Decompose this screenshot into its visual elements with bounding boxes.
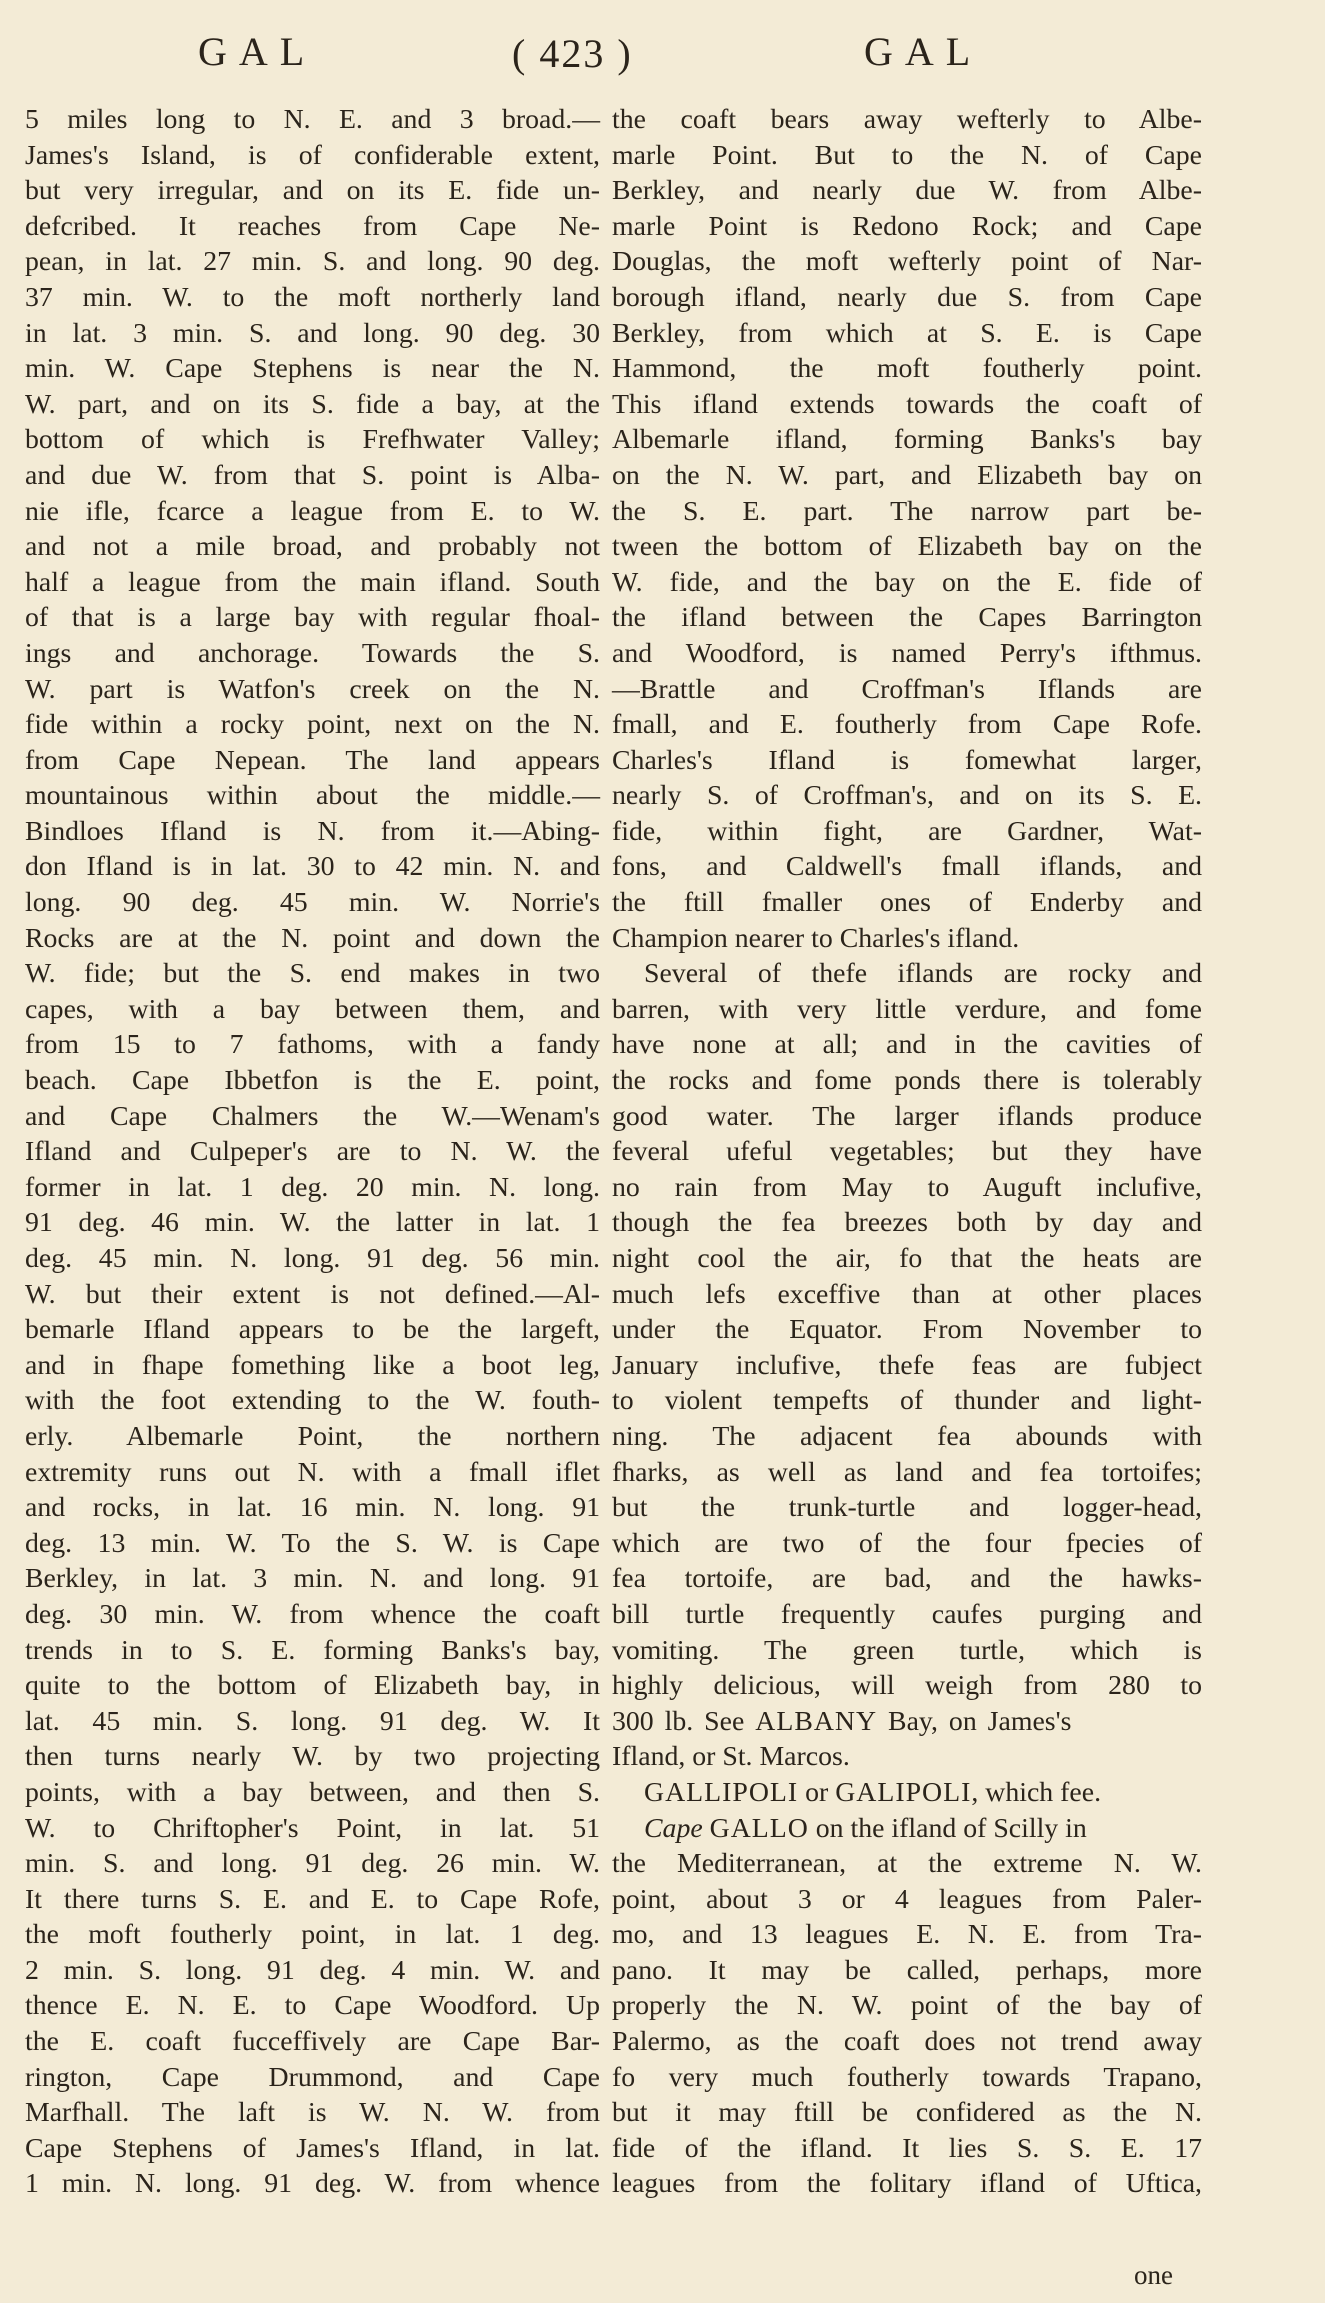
header-left-word: GAL: [198, 29, 317, 74]
text-line: barren, with very little verdure, and fome: [612, 993, 1202, 1025]
text-line: 2 min. S. long. 91 deg. 4 min. W. and: [25, 1954, 600, 1986]
text-line: points, with a bay between, and then S.: [25, 1776, 600, 1808]
text-line: deg. 30 min. W. from whence the coaft: [25, 1598, 600, 1630]
text-line: Bindloes Ifland is N. from it.—Abing-: [25, 815, 600, 847]
text-line: the ifland between the Capes Barrington: [612, 602, 1202, 634]
text-line: then turns nearly W. by two projecting: [25, 1741, 600, 1773]
text-line: min. W. Cape Stephens is near the N.: [25, 353, 600, 385]
text-line: W. to Chriftopher's Point, in lat. 51: [25, 1812, 600, 1844]
text-line: 1 min. N. long. 91 deg. W. from whence: [25, 2168, 600, 2200]
text-line: good water. The larger iflands produce: [612, 1100, 1202, 1132]
text-line: feveral ufeful vegetables; but they have: [612, 1136, 1202, 1168]
text-line: marle Point. But to the N. of Cape: [612, 139, 1202, 171]
text-line: Ifland and Culpeper's are to N. W. the: [25, 1136, 600, 1168]
text-line: from Cape Nepean. The land appears: [25, 744, 600, 776]
text-line: erly. Albemarle Point, the northern: [25, 1420, 600, 1452]
text-line: W. part is Watfon's creek on the N.: [25, 673, 600, 705]
text-line: fons, and Caldwell's fmall iflands, and: [612, 851, 1202, 883]
text-line: and not a mile broad, and probably not: [25, 531, 600, 563]
text-line: fmall, and E. foutherly from Cape Rofe.: [612, 709, 1202, 741]
text-line: W. fide, and the bay on the E. fide of: [612, 566, 1202, 598]
text-line: and due W. from that S. point is Alba-: [25, 459, 600, 491]
text-line: Cape Stephens of James's Ifland, in lat.: [25, 2132, 600, 2164]
text-line: and Cape Chalmers the W.—Wenam's: [25, 1100, 600, 1132]
text-line: beach. Cape Ibbetfon is the E. point,: [25, 1065, 600, 1097]
text-line: trends in to S. E. forming Banks's bay,: [25, 1634, 600, 1666]
text-line: from 15 to 7 fathoms, with a fandy: [25, 1029, 600, 1061]
text-line: but very irregular, and on its E. fide un-: [25, 175, 600, 207]
text-line: fo very much foutherly towards Trapano,: [612, 2061, 1202, 2093]
text-line: but the trunk-turtle and logger-head,: [612, 1492, 1202, 1524]
text-line: bemarle Ifland appears to be the largeft,: [25, 1314, 600, 1346]
text-line: and rocks, in lat. 16 min. N. long. 91: [25, 1492, 600, 1524]
text-line: 37 min. W. to the moft northerly land: [25, 281, 600, 313]
text-line: capes, with a bay between them, and: [25, 993, 600, 1025]
entry-prefix: Cape: [644, 1812, 703, 1844]
text-line: It there turns S. E. and E. to Cape Rofe,: [25, 1883, 600, 1915]
text-line: ings and anchorage. Towards the S.: [25, 637, 600, 669]
text-line: long. 90 deg. 45 min. W. Norrie's: [25, 887, 600, 919]
left-column: [25, 102, 600, 2202]
text-line: Champion nearer to Charles's ifland.: [612, 922, 1020, 954]
running-header: [0, 28, 1325, 88]
text-line: Palermo, as the coaft does not trend away: [612, 2026, 1202, 2058]
text-line: under the Equator. From November to: [612, 1314, 1202, 1346]
text-line: have none at all; and in the cavities of: [612, 1029, 1202, 1061]
text-line: of that is a large bay with regular fhoal-: [25, 602, 600, 634]
text-line: in lat. 3 min. S. and long. 90 deg. 30: [25, 317, 600, 349]
text-line: mo, and 13 leagues E. N. E. from Tra-: [612, 1919, 1202, 1951]
catchword: one: [1134, 2260, 1173, 2290]
text-line: bottom of which is Frefhwater Valley;: [25, 424, 600, 456]
text-line: with the foot extending to the W. fouth-: [25, 1385, 600, 1417]
text-line: the ftill fmaller ones of Enderby and: [612, 887, 1202, 919]
text-line: James's Island, is of confiderable extent,: [25, 139, 600, 171]
text-line: borough ifland, nearly due S. from Cape: [612, 281, 1202, 313]
text-line: Several of thefe iflands are rocky and: [644, 958, 1202, 990]
text-line: This ifland extends towards the coaft of: [612, 388, 1202, 420]
text-line: Albemarle ifland, forming Banks's bay: [612, 424, 1202, 456]
text-line: nie ifle, fcarce a league from E. to W.: [25, 495, 600, 527]
text-line: the coaft bears away wefterly to Albe-: [612, 104, 1202, 135]
text-line: properly the N. W. point of the bay of: [612, 1990, 1202, 2022]
text-line: January inclufive, thefe feas are fubject: [612, 1349, 1202, 1381]
text-line: fharks, as well as land and fea tortoifes;: [612, 1456, 1202, 1488]
text-line: don Ifland is in lat. 30 to 42 min. N. and: [25, 851, 600, 883]
text-line: the E. coaft fucceffively are Cape Bar-: [25, 2026, 600, 2058]
text-line: but it may ftill be confidered as the N.: [612, 2097, 1202, 2129]
text-line: leagues from the folitary ifland of Uftica,: [612, 2168, 1202, 2200]
text-line: —Brattle and Croffman's Iflands are: [612, 673, 1202, 705]
text-line: Berkley, and nearly due W. from Albe-: [612, 175, 1202, 207]
text-line: rington, Cape Drummond, and Cape: [25, 2061, 600, 2093]
text-line-with-entry-ref: [612, 1704, 1202, 1740]
text-line: Charles's Ifland is fomewhat larger,: [612, 744, 1202, 776]
entry-gallipoli: [612, 1775, 1202, 1811]
text-line: which are two of the four fpecies of: [612, 1527, 1202, 1559]
text-line: the moft foutherly point, in lat. 1 deg.: [25, 1919, 600, 1951]
text-line: ning. The adjacent fea abounds with: [612, 1420, 1202, 1452]
text-line: min. S. and long. 91 deg. 26 min. W.: [25, 1848, 600, 1880]
text-line: highly delicious, will weigh from 280 to: [612, 1670, 1202, 1702]
text-line: to violent tempefts of thunder and light-: [612, 1385, 1202, 1417]
text-line: deg. 45 min. N. long. 91 deg. 56 min.: [25, 1243, 600, 1274]
text-line: defcribed. It reaches from Cape Ne-: [25, 210, 600, 242]
text-line: on the N. W. part, and Elizabeth bay on: [612, 459, 1202, 491]
text-line: marle Point is Redono Rock; and Cape: [612, 210, 1202, 242]
text-line: much lefs exceffive than at other places: [612, 1278, 1202, 1310]
text-line: fea tortoife, are bad, and the hawks-: [612, 1563, 1202, 1595]
text-line: former in lat. 1 deg. 20 min. N. long.: [25, 1171, 600, 1203]
text-fragment: or: [805, 1776, 829, 1808]
text-line: and in fhape fomething like a boot leg,: [25, 1349, 600, 1381]
text-line: Douglas, the moft wefterly point of Nar-: [612, 246, 1202, 278]
text-line: W. fide; but the S. end makes in two: [25, 958, 600, 990]
text-fragment: , which fee.: [971, 1776, 1102, 1808]
text-line: fide within a rocky point, next on the N.: [25, 709, 600, 741]
text-line: 91 deg. 46 min. W. the latter in lat. 1: [25, 1207, 600, 1239]
text-line: Berkley, from which at S. E. is Cape: [612, 317, 1202, 349]
text-line: point, about 3 or 4 leagues from Paler-: [612, 1883, 1202, 1915]
text-line: Rocks are at the N. point and down the: [25, 922, 600, 954]
text-line: half a league from the main ifland. South: [25, 566, 600, 598]
text-line: quite to the bottom of Elizabeth bay, in: [25, 1670, 600, 1702]
text-line: the S. E. part. The narrow part be-: [612, 495, 1202, 527]
text-line: and Woodford, is named Perry's ifthmus.: [612, 637, 1202, 669]
text-line: no rain from May to Auguft inclufive,: [612, 1171, 1202, 1203]
header-right-word: GAL: [864, 29, 983, 74]
text-line: vomiting. The green turtle, which is: [612, 1634, 1202, 1666]
text-line: the rocks and fome ponds there is tolerably: [612, 1065, 1202, 1097]
text-line: nearly S. of Croffman's, and on its S. E.: [612, 780, 1202, 812]
entry-headword: GALLO: [709, 1812, 809, 1844]
text-line: extremity runs out N. with a fmall iflet: [25, 1456, 600, 1488]
page-number: ( 423 ): [512, 31, 633, 76]
text-line: though the fea breezes both by day and: [612, 1207, 1202, 1239]
right-column: [612, 102, 1202, 2202]
text-line: deg. 13 min. W. To the S. W. is Cape: [25, 1527, 600, 1559]
text-line: pano. It may be called, perhaps, more: [612, 1954, 1202, 1986]
text-line: W. but their extent is not defined.—Al-: [25, 1278, 600, 1310]
text-line: W. part, and on its S. fide a bay, at the: [25, 388, 600, 420]
text-line: bill turtle frequently caufes purging and: [612, 1598, 1202, 1630]
text-line: night cool the air, fo that the heats are: [612, 1243, 1202, 1274]
text-line: Hammond, the moft foutherly point.: [612, 353, 1202, 385]
text-line: the Mediterranean, at the extreme N. W.: [612, 1848, 1202, 1880]
entry-headword: GALLIPOLI: [644, 1776, 799, 1808]
text-line: thence E. N. E. to Cape Woodford. Up: [25, 1990, 600, 2022]
entry-gallo: [612, 1811, 1202, 1847]
text-fragment: Bay, on James's: [888, 1705, 1072, 1737]
text-line: pean, in lat. 27 min. S. and long. 90 deg.: [25, 246, 600, 278]
text-fragment: 300 lb. See: [612, 1705, 745, 1737]
text-line: Marfhall. The laft is W. N. W. from: [25, 2097, 600, 2129]
text-fragment: on the ifland of Scilly in: [815, 1812, 1087, 1844]
entry-ref-albany: ALBANY: [755, 1705, 878, 1737]
text-line: 5 miles long to N. E. and 3 broad.—: [25, 104, 600, 135]
text-line: Ifland, or St. Marcos.: [612, 1741, 850, 1773]
text-line: lat. 45 min. S. long. 91 deg. W. It: [25, 1705, 600, 1737]
text-line: mountainous within about the middle.—: [25, 780, 600, 812]
text-line: fide of the ifland. It lies S. S. E. 17: [612, 2132, 1202, 2164]
text-line: fide, within fight, are Gardner, Wat-: [612, 815, 1202, 847]
text-line: tween the bottom of Elizabeth bay on the: [612, 531, 1202, 563]
entry-headword: GALIPOLI: [835, 1776, 972, 1808]
text-line: Berkley, in lat. 3 min. N. and long. 91: [25, 1563, 600, 1595]
